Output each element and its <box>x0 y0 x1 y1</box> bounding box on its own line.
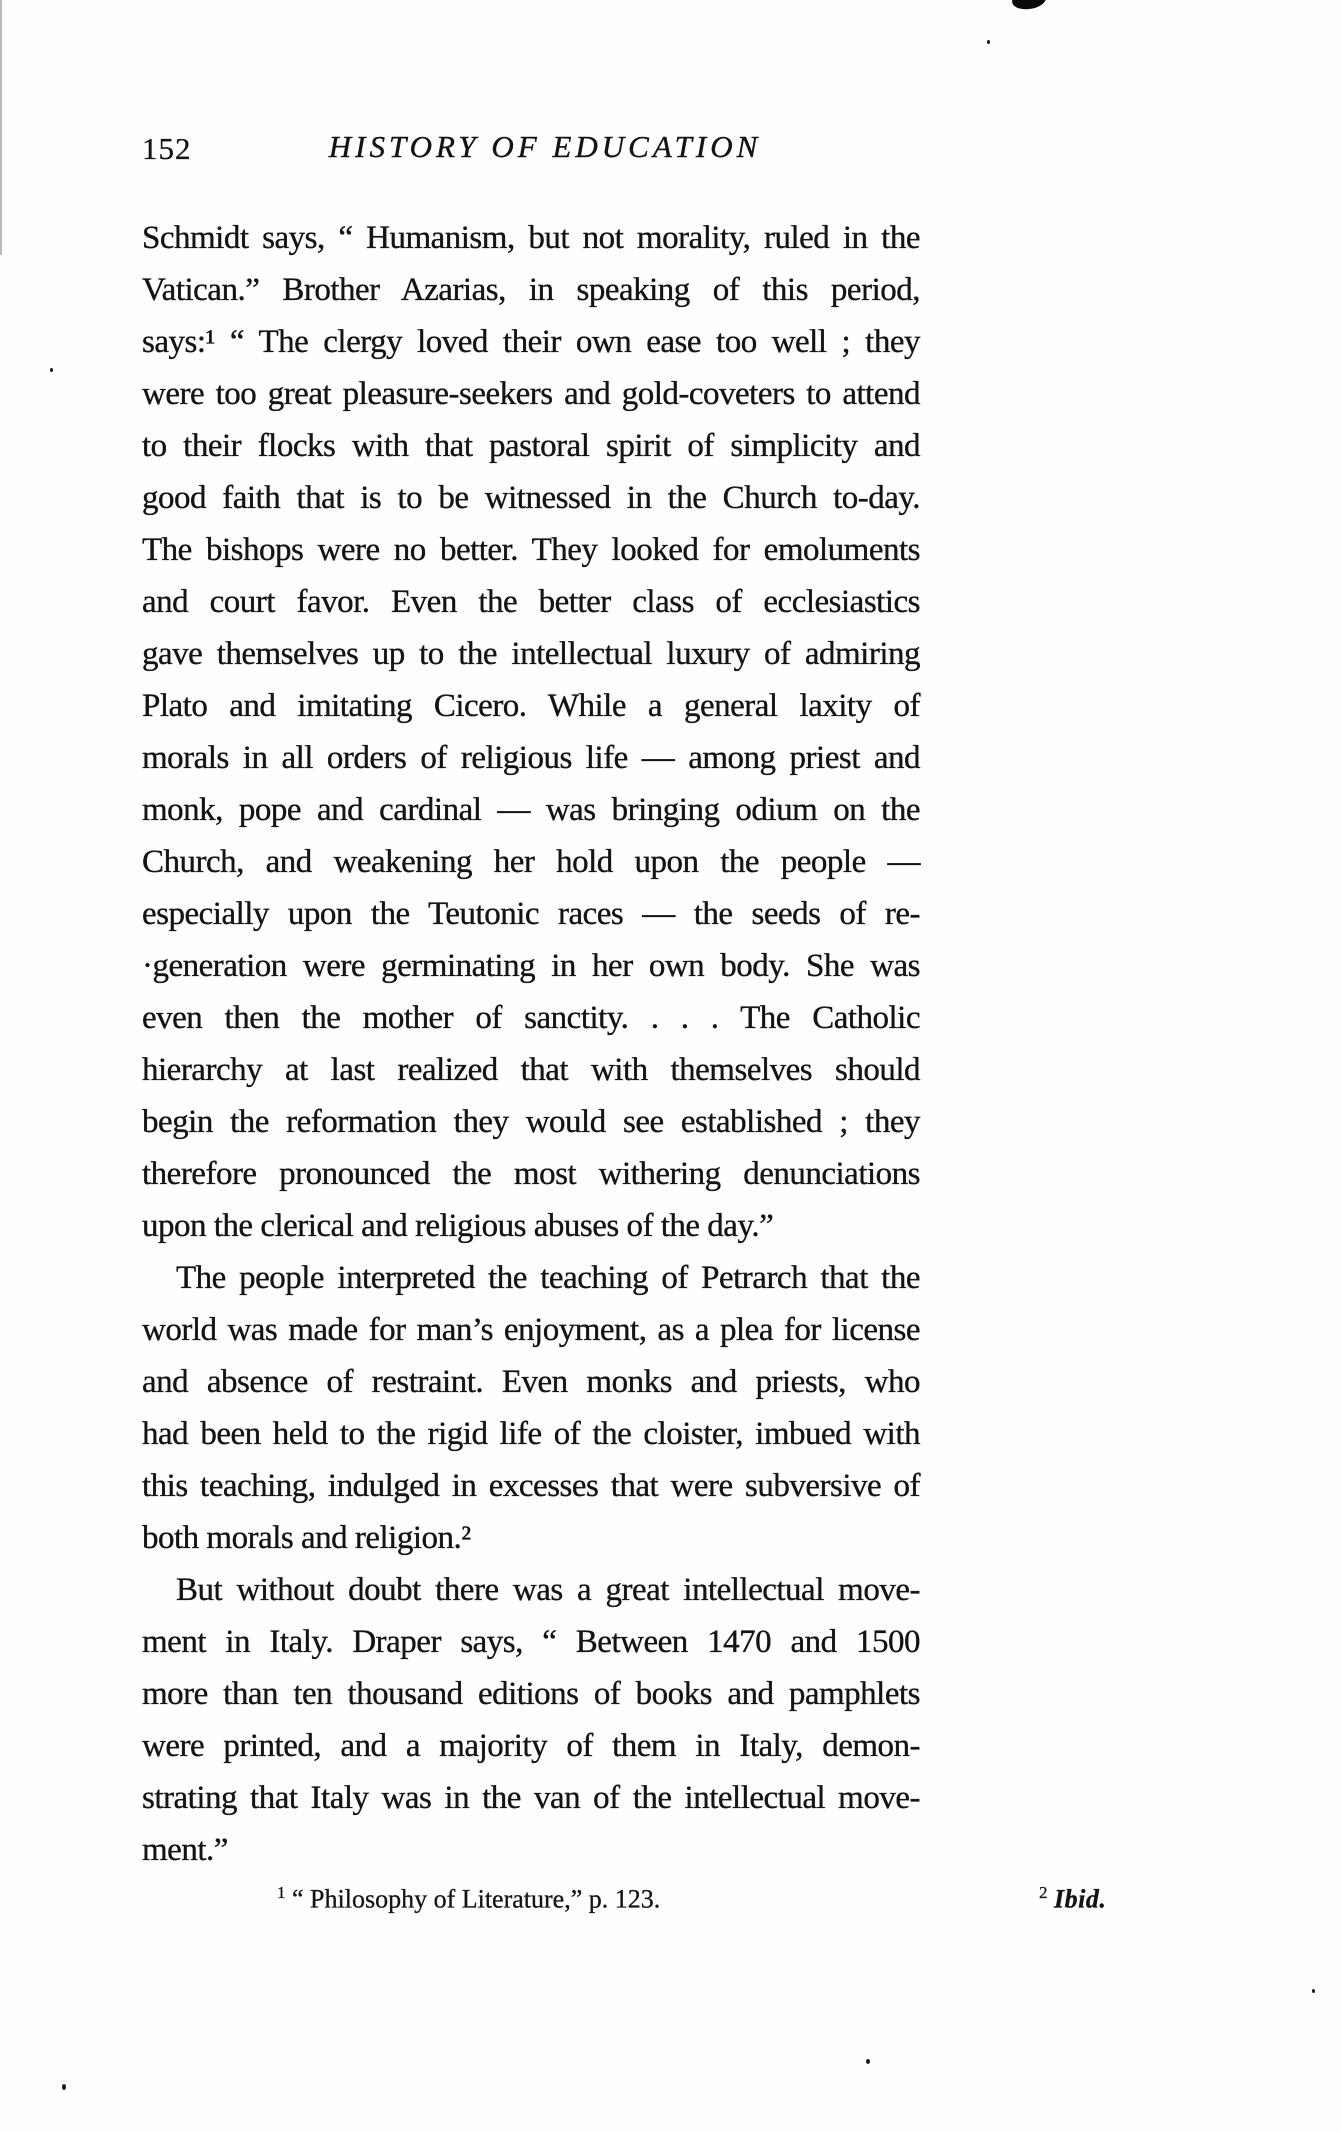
text-line: more than ten thousand editions of books and pamphlets <box>142 1676 920 1712</box>
footnote-1-text: “ Philosophy of Literature,” p. 123. <box>292 1884 661 1914</box>
text-line: were too great pleasure-seekers and gold-coveters to attend <box>142 376 920 412</box>
text-line: ment in Italy. Draper says, “ Between 1470 and 1500 <box>142 1624 920 1660</box>
footnote-1 <box>277 1876 660 1917</box>
text-line: monk, pope and cardinal — was bringing odium on the <box>142 792 920 828</box>
text-line: to their flocks with that pastoral spirit of simplicity and <box>142 428 920 464</box>
page-number: 152 <box>142 131 192 166</box>
text-line: gave themselves up to the intellectual luxury of admiring <box>142 636 920 672</box>
ink-speck <box>866 2059 870 2064</box>
text-line: therefore pronounced the most withering denunciations <box>142 1156 920 1192</box>
text-line: even then the mother of sanctity. . . . The Catholic <box>142 1000 920 1036</box>
text-line: especially upon the Teutonic races — the seeds of re- <box>142 896 920 932</box>
text-line: begin the reformation they would see established ; they <box>142 1104 920 1140</box>
text-line: good faith that is to be witnessed in the Church to-day. <box>142 480 920 516</box>
ink-speck <box>987 40 990 44</box>
footnote-2-marker: 2 <box>1039 1883 1048 1902</box>
text-line: Plato and imitating Cicero. While a general laxity of <box>142 688 920 724</box>
text-line: and absence of restraint. Even monks and priests, who <box>142 1364 920 1400</box>
text-line: Vatican.” Brother Azarias, in speaking of this period, <box>142 272 920 308</box>
ink-speck <box>1312 1989 1315 1993</box>
text-line: says:¹ “ The clergy loved their own ease too well ; they <box>142 324 920 360</box>
footnote-2 <box>1039 1876 1106 1917</box>
text-line: ment.” <box>142 1832 228 1868</box>
page-title: HISTORY OF EDUCATION <box>328 129 762 164</box>
footnote-1-marker: 1 <box>277 1883 286 1902</box>
text-line: Church, and weakening her hold upon the people — <box>142 844 920 880</box>
text-line: both morals and religion.² <box>142 1520 471 1556</box>
text-line: were printed, and a majority of them in Italy, demon- <box>142 1728 920 1764</box>
ink-speck <box>62 2084 66 2090</box>
text-line: and court favor. Even the better class of ecclesiastics <box>142 584 920 620</box>
footnote-2-text: Ibid. <box>1054 1884 1107 1914</box>
text-line: hierarchy at last realized that with themselves should <box>142 1052 920 1088</box>
ink-speck <box>50 368 53 372</box>
text-line: had been held to the rigid life of the cloister, imbued with <box>142 1416 920 1452</box>
text-line: Schmidt says, “ Humanism, but not morality, ruled in the <box>142 220 920 256</box>
text-line: this teaching, indulged in excesses that were subversive of <box>142 1468 920 1504</box>
text-line: strating that Italy was in the van of the intellectual move- <box>142 1780 920 1816</box>
text-line: But without doubt there was a great intellectual move- <box>176 1572 920 1608</box>
text-line: ·generation were germinating in her own body. She was <box>142 948 920 984</box>
scan-edge-artifact <box>0 0 2 255</box>
text-line: The people interpreted the teaching of Petrarch that the <box>176 1260 920 1296</box>
ink-blob-artifact <box>1011 0 1047 11</box>
body-text <box>142 212 920 1876</box>
text-line: upon the clerical and religious abuses of the day.” <box>142 1208 774 1244</box>
text-line: world was made for man’s enjoyment, as a plea for license <box>142 1312 920 1348</box>
text-line: The bishops were no better. They looked for emoluments <box>142 532 920 568</box>
text-line: morals in all orders of religious life — among priest and <box>142 740 920 776</box>
